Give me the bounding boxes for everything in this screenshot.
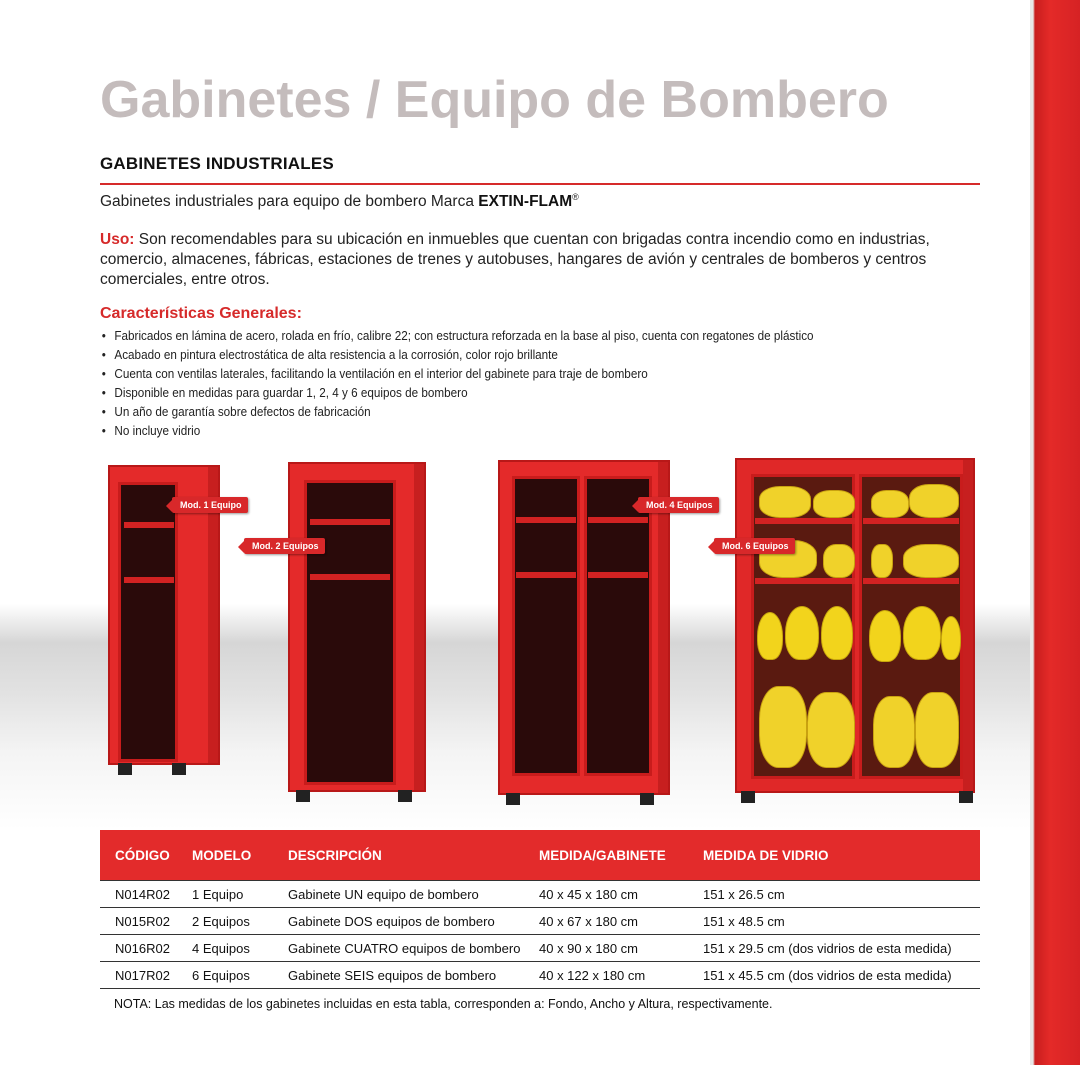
table-note: NOTA: Las medidas de los gabinetes incluidas en esta tabla, corresponden a: Fondo, Ancho y Altura, respectivamente. <box>114 997 773 1011</box>
table-row <box>100 908 980 935</box>
tag-mod-2: Mod. 2 Equipos <box>244 538 325 554</box>
table-row <box>100 935 980 962</box>
feature-item: • Cuenta con ventilas laterales, facilitando la ventilación en el interior del gabinete para traje de bombero <box>100 364 814 383</box>
cell-descripcion: Gabinete SEIS equipos de bombero <box>273 962 524 989</box>
intro-text <box>100 192 579 211</box>
cabinet-6-equipos <box>735 458 975 793</box>
cabinet-photo <box>0 440 1030 830</box>
table-header-row <box>100 830 980 881</box>
uso-text: Son recomendables para su ubicación en inmuebles que cuentan con brigadas contra incendio como en industrias, comercio, almacenes, fábricas, estaciones de trenes y autobuses, hangares de avión y centrales de bomberos y centros comerciales, entre otros. <box>100 231 930 288</box>
cell-medida-gabinete: 40 x 90 x 180 cm <box>524 935 688 962</box>
divider <box>100 183 980 185</box>
col-codigo: CÓDIGO <box>100 830 177 881</box>
cell-medida-vidrio: 151 x 45.5 cm (dos vidrios de esta medida) <box>688 962 980 989</box>
spec-table <box>100 830 980 989</box>
registered-mark: ® <box>572 192 579 202</box>
brand-name: EXTIN-FLAM <box>478 193 573 211</box>
cell-codigo: N017R02 <box>100 962 177 989</box>
section-title: GABINETES INDUSTRIALES <box>100 154 334 173</box>
cell-descripcion: Gabinete DOS equipos de bombero <box>273 908 524 935</box>
cell-medida-vidrio: 151 x 26.5 cm <box>688 881 980 908</box>
tag-mod-6: Mod. 6 Equipos <box>714 538 795 554</box>
table-row <box>100 881 980 908</box>
cell-modelo: 2 Equipos <box>177 908 273 935</box>
cell-codigo: N016R02 <box>100 935 177 962</box>
cell-modelo: 6 Equipos <box>177 962 273 989</box>
cell-modelo: 1 Equipo <box>177 881 273 908</box>
cell-modelo: 4 Equipos <box>177 935 273 962</box>
cabinet-2-equipos <box>288 462 426 792</box>
cell-medida-vidrio: 151 x 29.5 cm (dos vidrios de esta medida) <box>688 935 980 962</box>
col-modelo: MODELO <box>177 830 273 881</box>
uso-paragraph <box>100 230 985 290</box>
feature-item: • No incluye vidrio <box>100 421 814 440</box>
cell-descripcion: Gabinete UN equipo de bombero <box>273 881 524 908</box>
col-medida-gabinete: MEDIDA/GABINETE <box>524 830 688 881</box>
col-medida-vidrio: MEDIDA DE VIDRIO <box>688 830 980 881</box>
cell-descripcion: Gabinete CUATRO equipos de bombero <box>273 935 524 962</box>
tag-mod-1: Mod. 1 Equipo <box>172 497 248 513</box>
cell-medida-gabinete: 40 x 122 x 180 cm <box>524 962 688 989</box>
col-descripcion: DESCRIPCIÓN <box>273 830 524 881</box>
features-list <box>100 326 893 440</box>
uso-label: Uso: <box>100 231 135 248</box>
features-title: Características Generales: <box>100 305 302 322</box>
red-side-bar <box>1030 0 1080 1065</box>
intro-body: Gabinetes industriales para equipo de bombero Marca <box>100 193 479 211</box>
feature-item: • Acabado en pintura electrostática de alta resistencia a la corrosión, color rojo brillante <box>100 345 814 364</box>
cell-codigo: N015R02 <box>100 908 177 935</box>
cell-codigo: N014R02 <box>100 881 177 908</box>
cell-medida-gabinete: 40 x 67 x 180 cm <box>524 908 688 935</box>
feature-item: • Fabricados en lámina de acero, rolada en frío, calibre 22; con estructura reforzada en la base al piso, cuenta con regatones de plástico <box>100 326 814 345</box>
cell-medida-gabinete: 40 x 45 x 180 cm <box>524 881 688 908</box>
feature-item: • Disponible en medidas para guardar 1, 2, 4 y 6 equipos de bombero <box>100 383 814 402</box>
tag-mod-4: Mod. 4 Equipos <box>638 497 719 513</box>
feature-item: • Un año de garantía sobre defectos de fabricación <box>100 402 814 421</box>
page-title: Gabinetes / Equipo de Bombero <box>100 71 889 129</box>
table-row <box>100 962 980 989</box>
cell-medida-vidrio: 151 x 48.5 cm <box>688 908 980 935</box>
